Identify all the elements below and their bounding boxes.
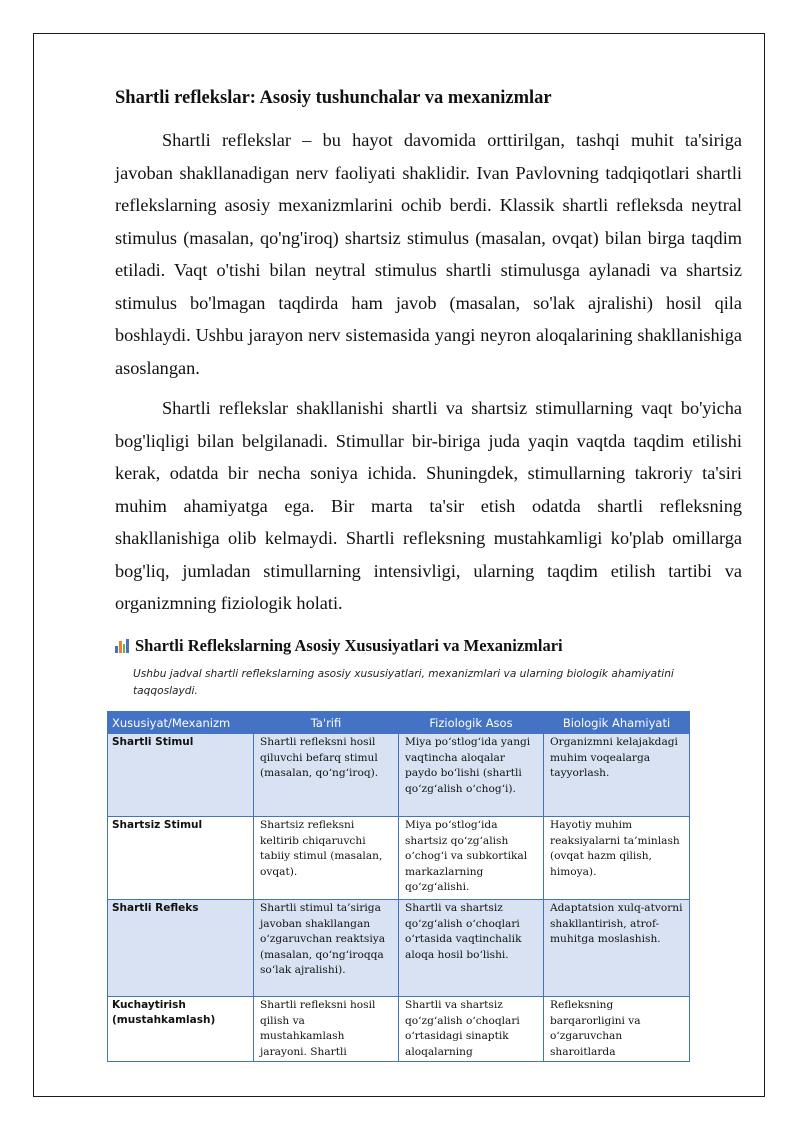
table-cell: Adaptatsion xulq-atvorni shakllantirish, atrof-muhitga moslashish. [544, 900, 690, 997]
table-cell: Shartli va shartsiz qo‘zg‘alish o‘choqlari o‘rtasida vaqtinchalik aloqa hosil bo‘lishi. [399, 900, 544, 997]
page-heading: Shartli reflekslar: Asosiy tushunchalar va mexanizmlar [115, 88, 552, 108]
table-cell: Miya po‘stlog‘ida yangi vaqtincha aloqalar paydo bo‘lishi (shartli qo‘zg‘alish o‘chog‘i). [399, 734, 544, 817]
reflex-table [107, 711, 690, 1062]
table-cell-key: Kuchaytirish (mustahkamlash) [108, 997, 254, 1062]
table-title-text: Shartli Reflekslarning Asosiy Xususiyatlari va Mexanizmlari [135, 636, 563, 655]
table-cell: Shartli refleksni hosil qiluvchi befarq stimul (masalan, qo‘ng‘iroq). [254, 734, 399, 817]
table-cell: Refleksning barqarorligini va o‘zgaruvchan sharoitlarda [544, 997, 690, 1062]
table-row [108, 900, 690, 997]
paragraph-2: Shartli reflekslar shakllanishi shartli va shartsiz stimullarning vaqt bo'yicha bog'liqligi bilan belgilanadi. Stimullar bir-biriga juda yaqin vaqtda taqdim etilishi kerak, odatda bir necha soniya ichida. Shuningdek, stimullarning takroriy ta'siri muhim ahamiyatga ega. Bir marta ta'sir etish odatda shartli refleksning shakllanishiga olib kelmaydi. Shartli refleksning mustahkamligi ko'plab omillarga bog'liq, jumladan stimullarning intensivligi, ularning taqdim etilish tartibi va organizmning fiziologik holati. [115, 398, 742, 613]
table-cell-key: Shartli Refleks [108, 900, 254, 997]
bar-chart-icon [115, 639, 129, 653]
table-caption: Ushbu jadval shartli reflekslarning asosiy xususiyatlari, mexanizmlari va ularning biologik ahamiyatini taqqoslaydi. [133, 668, 674, 697]
table-cell: Miya po‘stlog‘ida shartsiz qo‘zg‘alish o‘chog‘i va subkortikal markazlarning qo‘zg‘alishi. [399, 817, 544, 900]
table-cell: Hayotiy muhim reaksiyalarni ta’minlash (ovqat hazm qilish, himoya). [544, 817, 690, 900]
table-header: Ta'rifi [254, 712, 399, 734]
table-cell: Organizmni kelajakdagi muhim voqealarga tayyorlash. [544, 734, 690, 817]
table-header-row [108, 712, 690, 734]
table-section-title [115, 636, 735, 656]
table-cell: Shartli va shartsiz qo‘zg‘alish o‘choqlari o‘rtasidagi sinaptik aloqalarning [399, 997, 544, 1062]
table-row [108, 734, 690, 817]
table-cell: Shartli refleksni hosil qilish va mustahkamlash jarayoni. Shartli [254, 997, 399, 1062]
table-row [108, 817, 690, 900]
paragraph-1: Shartli reflekslar – bu hayot davomida orttirilgan, tashqi muhit ta'siriga javoban shakllanadigan nerv faoliyati shaklidir. Ivan Pavlovning tadqiqotlari shartli reflekslarning asosiy mexanizmlarini ochib berdi. Klassik shartli refleksda neytral stimulus (masalan, qo'ng'iroq) shartsiz stimulus (masalan, ovqat) bilan birga taqdim etiladi. Vaqt o'tishi bilan neytral stimulus shartli stimulusga aylanadi va shartsiz stimulus bo'lmagan taqdirda ham javob (masalan, so'lak ajralishi) hosil qila boshlaydi. Ushbu jarayon nerv sistemasida yangi neyron aloqalarining shakllanishiga asoslangan. [115, 130, 742, 378]
table-cell: Shartli stimul ta’siriga javoban shakllangan o‘zgaruvchan reaktsiya (masalan, qo‘ng‘iroqqa so‘lak ajralishi). [254, 900, 399, 997]
table-header: Biologik Ahamiyati [544, 712, 690, 734]
table-header: Xususiyat/Mexanizm [108, 712, 254, 734]
table-row [108, 997, 690, 1062]
table-cell: Shartsiz refleksni keltirib chiqaruvchi tabiiy stimul (masalan, ovqat). [254, 817, 399, 900]
table-cell-key: Shartsiz Stimul [108, 817, 254, 900]
table-cell-key: Shartli Stimul [108, 734, 254, 817]
table-header: Fiziologik Asos [399, 712, 544, 734]
